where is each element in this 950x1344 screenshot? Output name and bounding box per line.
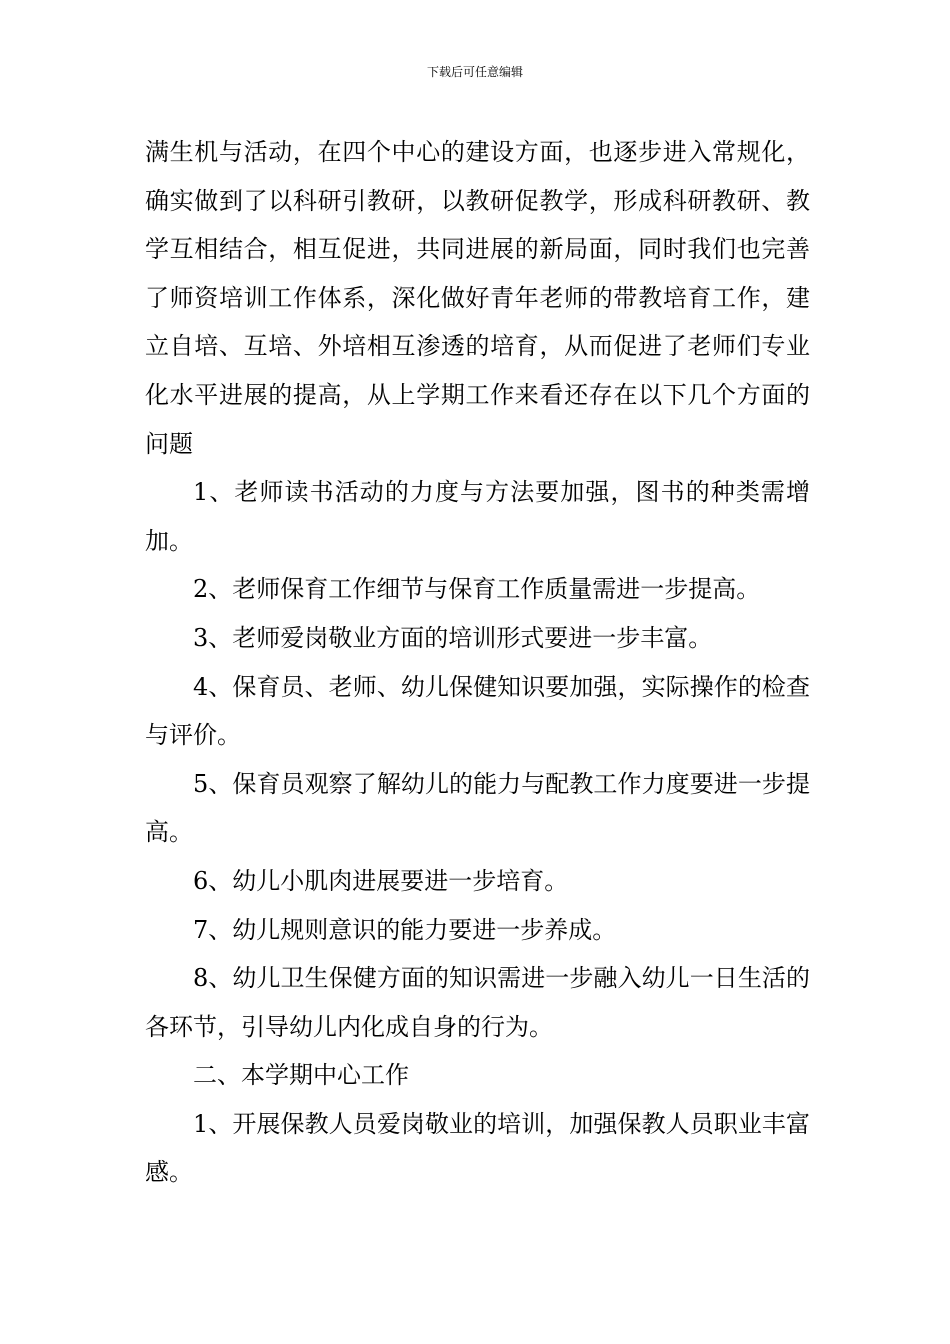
list-item: 7、幼儿规则意识的能力要进一步养成。: [193, 915, 617, 944]
list-item: 6、幼儿小肌肉进展要进一步培育。: [193, 866, 569, 895]
list-item: 1、开展保教人员爱岗敬业的培训，加强保教人员职业丰富感。: [145, 1109, 810, 1187]
list-item: 1、老师读书活动的力度与方法要加强，图书的种类需增加。: [145, 478, 810, 555]
list-item: 2、老师保育工作细节与保育工作质量需进一步提高。: [193, 575, 761, 604]
page-header: 下载后可任意编辑: [426, 65, 523, 79]
list-item: 3、老师爱岗敬业方面的培训形式要进一步丰富。: [193, 623, 713, 652]
section-heading: 二、本学期中心工作: [193, 1061, 409, 1090]
list-item: 8、幼儿卫生保健方面的知识需进一步融入幼儿一日生活的各环节，引导幼儿内化成自身的行为。: [145, 964, 810, 1041]
paragraph-intro: 满生机与活动，在四个中心的建设方面，也逐步进入常规化，确实做到了以科研引教研，以教研促教学，形成科研教研、教学互相结合，相互促进，共同进展的新局面，同时我们也完善了师资培训工作体系，深化做好青年老师的带教培育工作，建立自培、互培、外培相互渗透的培育，从而促进了老师们专业化水平进展的提高，从上学期工作来看还存在以下几个方面的问题: [145, 138, 810, 458]
list-item: 4、保育员、老师、幼儿保健知识要加强，实际操作的检查与评价。: [145, 672, 810, 750]
document-body: [145, 128, 810, 1197]
list-item: 5、保育员观察了解幼儿的能力与配教工作力度要进一步提高。: [145, 769, 810, 847]
